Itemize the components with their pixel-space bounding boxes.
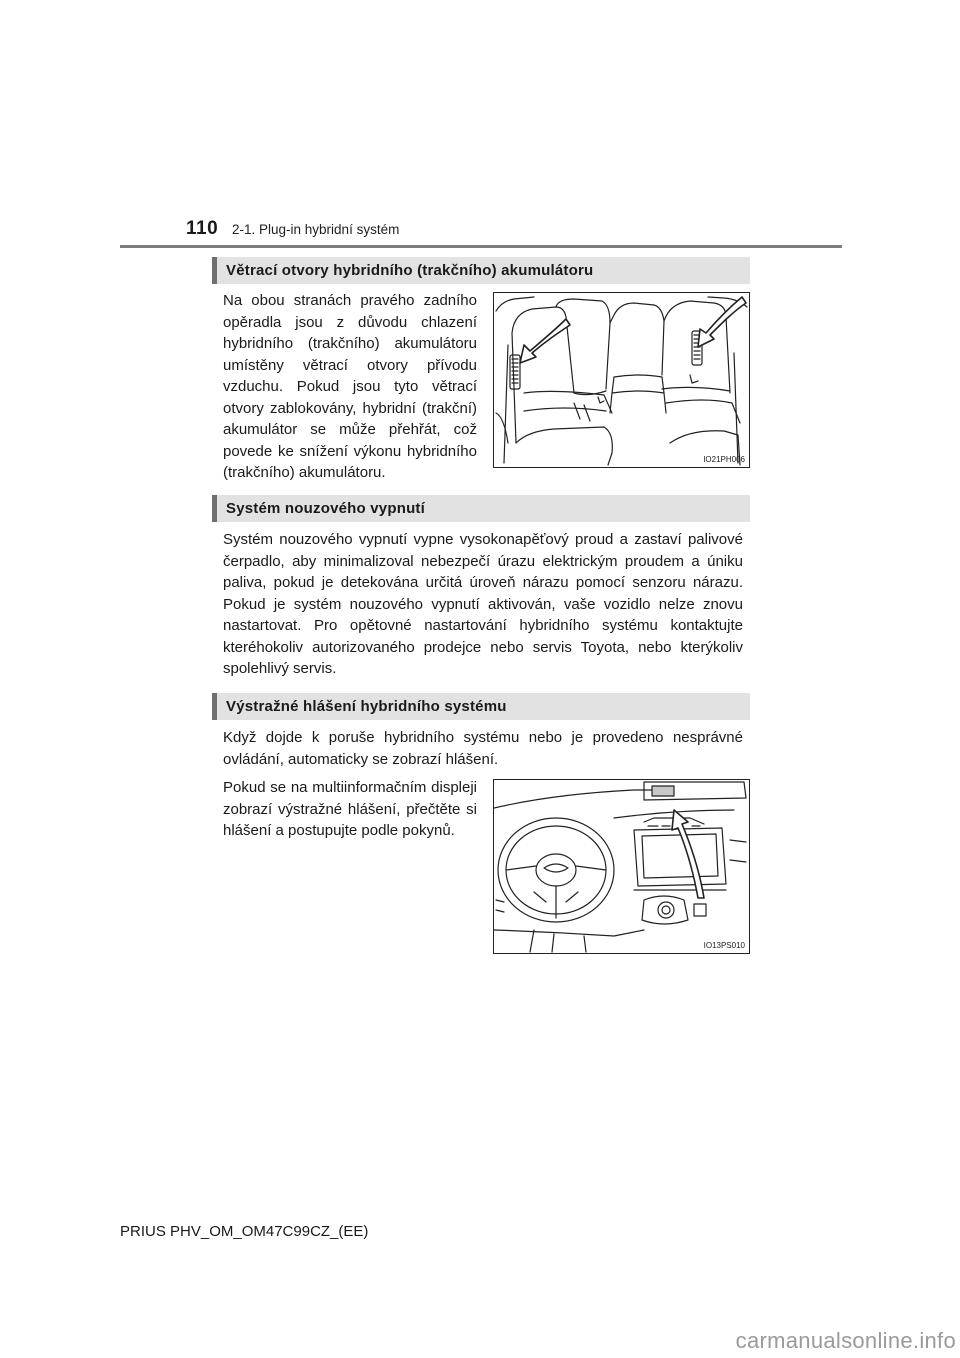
rear-seat-illustration xyxy=(494,293,749,467)
header-rule xyxy=(120,245,842,248)
section-heading-emergency-shutoff: Systém nouzového vypnutí xyxy=(212,495,750,522)
battery-vents-paragraph: Na obou stranách pravého zadního opěradla jsou z důvodu chlazení hybridního (trakčního) akumulátoru umístěny větrací otvory přívodu vzduchu. Pokud jsou tyto větrací otvory zablokovány, hybridní (trakční) akumulátor se může přehřát, což povede ke snížení výkonu hybridního (trakčního) akumulátoru. xyxy=(223,292,477,481)
document-id-footer: PRIUS PHV_OM_OM47C99CZ_(EE) xyxy=(120,1223,369,1240)
figure-code: IO13PS010 xyxy=(703,941,745,950)
dashboard-illustration xyxy=(494,780,749,953)
watermark-text: carmanualsonline.info xyxy=(735,1328,956,1353)
section-heading-warning-message: Výstražné hlášení hybridního systému xyxy=(212,693,750,720)
page-number: 110 xyxy=(186,218,219,239)
dashboard-display-figure xyxy=(493,779,750,954)
warning-message-paragraph-1: Když dojde k poruše hybridního systému nebo je provedeno nesprávné ovládání, automaticky se zobrazí hlášení. xyxy=(223,729,743,768)
rear-seat-vents-figure xyxy=(493,292,750,468)
section-heading-battery-vents: Větrací otvory hybridního (trakčního) akumulátoru xyxy=(212,257,750,284)
figure-code: IO21PH006 xyxy=(703,455,745,464)
warning-message-paragraph-2: Pokud se na multiinformačním displeji zobrazí výstražné hlášení, přečtěte si hlášení a postupujte podle pokynů. xyxy=(223,779,477,839)
emergency-shutoff-paragraph: Systém nouzového vypnutí vypne vysokonapěťový proud a zastaví palivové čerpadlo, aby minimalizoval nebezpečí úrazu elektrickým proudem a úniku paliva, pokud je detekována určitá úroveň nárazu pomocí senzoru nárazu. Pokud je systém nouzového vypnutí aktivován, vaše vozidlo nelze znovu nastartovat. Pro opětovné nastartování hybridního systému kontaktujte kteréhokoliv autorizovaného prodejce nebo servis Toyota, nebo kterýkoliv spolehlivý servis. xyxy=(223,531,743,677)
running-title: 2-1. Plug-in hybridní systém xyxy=(232,222,400,237)
